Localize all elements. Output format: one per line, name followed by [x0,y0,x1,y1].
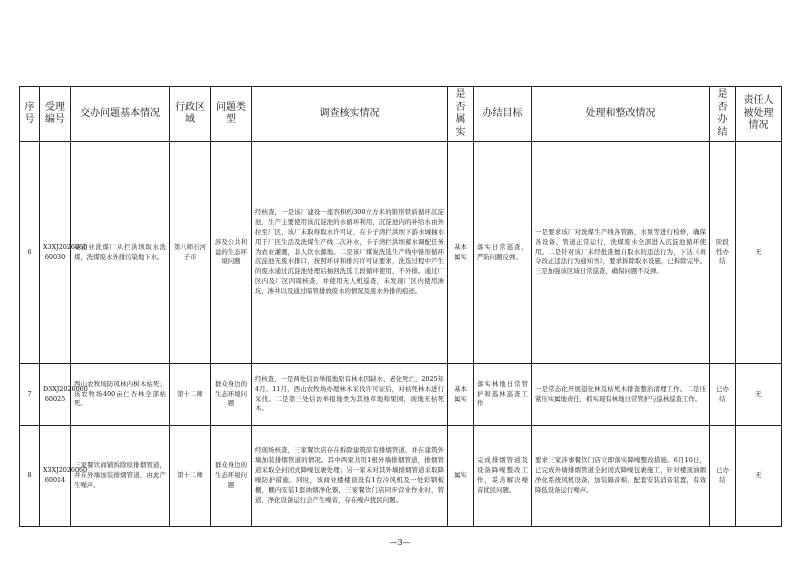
cell-verified: 属实 [448,426,474,527]
cell-goal: 完成排烟管道及设备降噪整改工作，妥善解决噪音扰民问题。 [474,426,532,527]
cell-done: 已办结 [710,426,736,527]
cell-rectification: 一是常态化开展退化林及枯死木排查整治清理工作。二是压紧压实属地责任，抓实现有林地日常管护与巡林巡查工作。 [532,364,710,426]
cell-type: 群众身边的生态环境问题 [211,426,252,527]
table-row [20,142,782,364]
cell-goal: 落实日常巡查，严防问题反弹。 [474,142,532,364]
header-accountability: 责任人被处理情况 [736,87,782,142]
table-row [20,426,782,527]
cell-seq: 8 [20,426,40,527]
cell-investigation: 经现场核查，三家餐饮店存在拆除建筑原有排烟管道，并在建筑外墙加装排烟管道的情况。其中两家共用1根外墙排烟管道，排烟管道采取全封闭式降噪包裹处理；另一家未对其外墙排烟管道采取降噪防护措施。同时，该商业楼楼顶设有1台冷风机及一处彩钢板棚，棚内安装1套油烟净化器，三家餐饮门店同步营业作业时，管道、净化设备运行会产生噪音，存在噪声扰民问题。 [252,426,448,527]
page-number: —3— [389,538,411,547]
header-code: 受理编号 [40,87,71,142]
header-rectification: 处理和整改情况 [532,87,710,142]
cell-accountability: 无 [736,364,782,426]
header-goal: 办结目标 [474,87,532,142]
cell-code: D3XJ2026060 60025 [40,364,71,426]
header-issue: 交办问题基本情况 [71,87,170,142]
cell-code: X3XJ2026060 60030 [40,142,71,364]
cell-verified: 基本属实 [448,142,474,364]
cell-seq: 7 [20,364,40,426]
cell-accountability: 无 [736,142,782,364]
cell-accountability: 无 [736,426,782,527]
cell-region: 第八师石河子市 [170,142,211,364]
cell-region: 第十二师 [170,364,211,426]
cell-goal: 落实林地日常管护和巡林巡查工作 [474,364,532,426]
cell-issue: 某企业洗煤厂从拦洪坝取水洗煤，洗煤废水外排污染地下水。 [71,142,170,364]
complaint-table [19,86,782,527]
cell-issue: 三家餐饮商铺拆除原排烟管道，并在外墙加装排烟管道，由此产生噪声。 [71,426,170,527]
cell-done: 阶段性办结 [710,142,736,364]
cell-investigation: 经核查，一是两处信访举报地原有林木因缺水、老化死亡，2025年4月、11月，西山农牧场办理林木采伐许可证后，对枯死林木进行采伐。二是第三处信访举报地类为其他草地和果园，现地无枯死木。 [252,364,448,426]
cell-region: 第十二师 [170,426,211,527]
cell-issue: 西山农牧场防风林内树木枯死；该农牧场400亩仁杏林全部枯死。 [71,364,170,426]
header-seq: 序号 [20,87,40,142]
header-done: 是否办结 [710,87,736,142]
cell-investigation: 经核查，一是该厂建设一座容积约300立方米的锥形铁质循环沉淀池，生产主要使用该沉淀池的水循环利用，沉淀池内的补给水由外拉至厂区，该厂未取得取水许可证，在卡子湾拦洪坝下游水城抽水用于厂区生活及洗煤生产线二次补水，卡子湾拦洪坝蓄水调配任务为农业灌溉，非人饮水源地。二是该厂煤炭洗选生产线中锥形循环沉淀池无废水排口，按照环评和排污许可证要求，洗选过程中产生的废水通过沉淀池处理后抽回洗选工段循环使用，不外排。通过厂区内及厂区四周核查，并使用无人机巡查，未发现厂区内使用渗坑、渗井以及通过暗管排放废水的情况及废水外排的痕迹。 [252,142,448,364]
header-investigation: 调查核实情况 [252,87,448,142]
header-type: 问题类型 [211,87,252,142]
cell-type: 群众身边的生态环境问题 [211,364,252,426]
header-region: 行政区域 [170,87,211,142]
cell-done: 已办结 [710,364,736,426]
cell-seq: 6 [20,142,40,364]
cell-code: X3XJ2026060 60014 [40,426,71,527]
header-row [20,87,782,142]
cell-rectification: 一是要求该厂对洗煤生产线各管路、水泵等进行检修，确保各设备、管道正常运行，洗煤废水全部进入沉淀池循环使用。二是针对该厂未经批准擅自取水的违法行为，下达《责令改正违法行为通知书》，要求拆除取水设施，已拆除完毕。三是加强该区域日常巡查，确保问题不反弹。 [532,142,710,364]
table-row [20,364,782,426]
cell-rectification: 要求三家涉事餐饮门店立即落实降噪整改措施。6月10日，已完成外墙排烟管道全封闭式降噪包裹施工，针对楼顶油烟净化系统风机设备，加装隔音棉，配套安装消音装置，有效降低设备运行噪声。 [532,426,710,527]
cell-verified: 基本属实 [448,364,474,426]
header-verified: 是否属实 [448,87,474,142]
cell-type: 涉及公共利益的生态环境问题 [211,142,252,364]
